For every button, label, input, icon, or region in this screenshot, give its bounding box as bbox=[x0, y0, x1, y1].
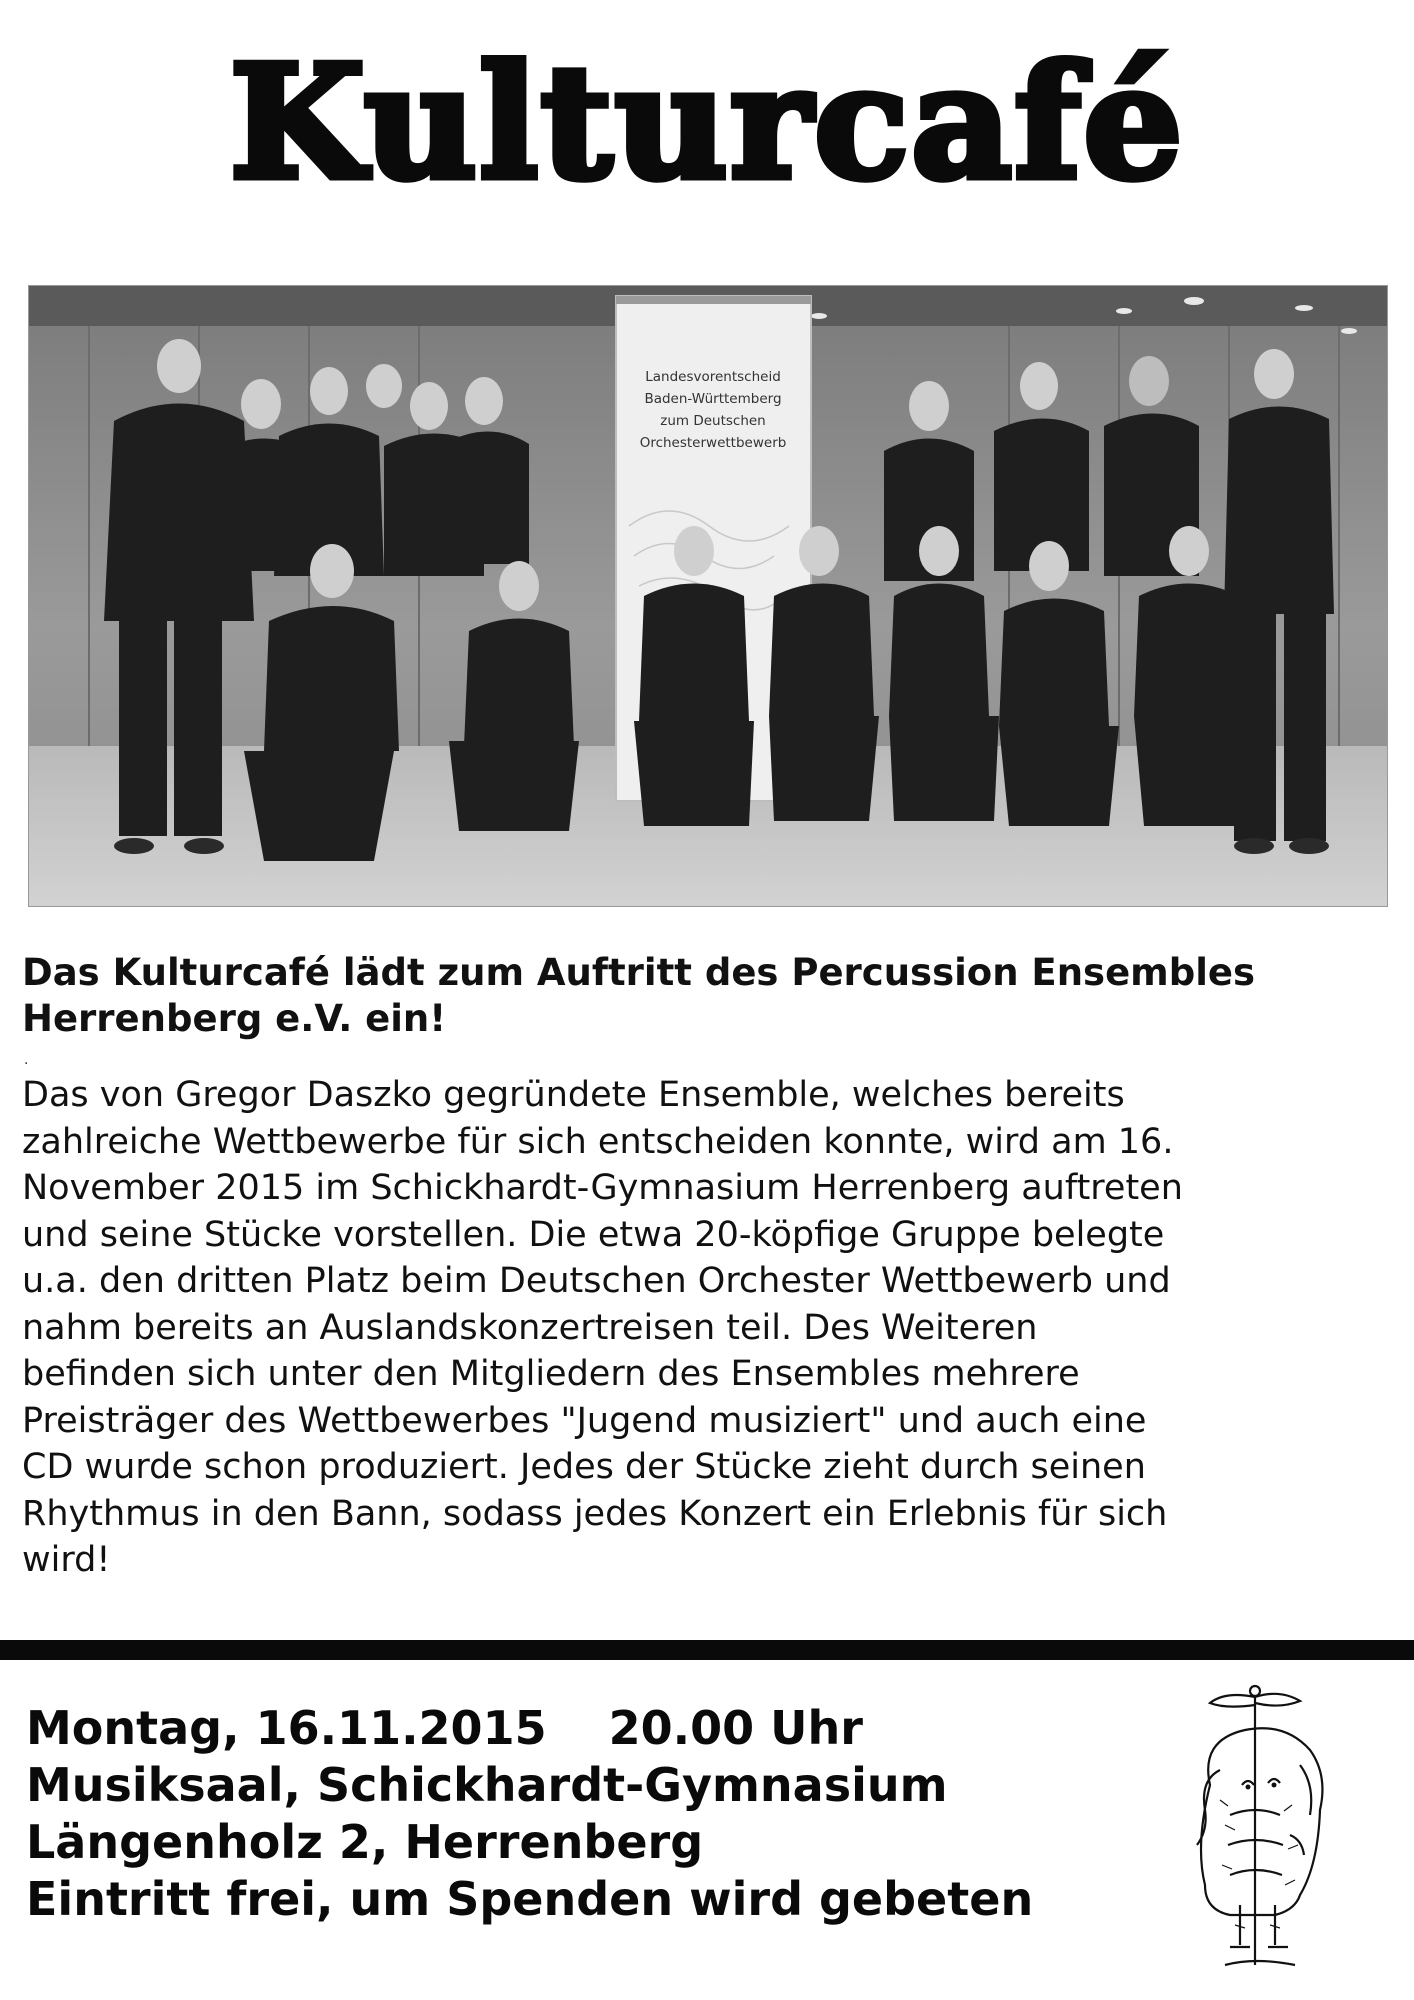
body-line: Rhythmus in den Bann, sodass jedes Konzert ein Erlebnis für sich bbox=[22, 1493, 1168, 1534]
event-date: Montag, 16.11.2015 bbox=[26, 1701, 547, 1755]
article-body bbox=[22, 1072, 1392, 1584]
event-time: 20.00 Uhr bbox=[608, 1701, 863, 1755]
ensemble-photo bbox=[28, 285, 1388, 907]
event-address: Längenholz 2, Herrenberg bbox=[26, 1815, 704, 1869]
body-line: und seine Stücke vorstellen. Die etwa 20-köpfige Gruppe belegte bbox=[22, 1214, 1165, 1255]
body-line: befinden sich unter den Mitgliedern des Ensembles mehrere bbox=[22, 1354, 1080, 1394]
divider-bar bbox=[0, 1640, 1414, 1660]
body-line: CD wurde schon produziert. Jedes der Stücke zieht durch seinen bbox=[22, 1447, 1146, 1487]
headline-line: Das Kulturcafé lädt zum Auftritt des Percussion Ensembles bbox=[22, 951, 1255, 994]
body-line: nahm bereits an Auslandskonzertreisen teil. Des Weiteren bbox=[22, 1307, 1038, 1348]
elephant-emblem-icon bbox=[1180, 1675, 1340, 1975]
event-admission: Eintritt frei, um Spenden wird gebeten bbox=[26, 1872, 1034, 1926]
body-line: Das von Gregor Daszko gegründete Ensemble, welches bereits bbox=[22, 1075, 1125, 1115]
body-line: u.a. den dritten Platz beim Deutschen Orchester Wettbewerb und bbox=[22, 1261, 1171, 1301]
banner-line-2: Baden-Württemberg bbox=[644, 391, 782, 407]
body-line: November 2015 im Schickhardt-Gymnasium Herrenberg auftreten bbox=[22, 1168, 1183, 1208]
body-line: Preisträger des Wettbewerbes "Jugend musiziert" und auch eine bbox=[22, 1400, 1147, 1441]
banner-line-4: Orchesterwettbewerb bbox=[639, 435, 787, 451]
headline-line: Herrenberg e.V. ein! bbox=[22, 997, 447, 1040]
event-venue: Musiksaal, Schickhardt-Gymnasium bbox=[26, 1758, 948, 1812]
poster-title: Kulturcafé bbox=[229, 31, 1185, 214]
body-line: wird! bbox=[22, 1540, 111, 1580]
event-details bbox=[26, 1700, 1146, 1928]
event-date-time-line bbox=[26, 1700, 1146, 1757]
banner-line-3: zum Deutschen bbox=[660, 413, 766, 429]
banner-line-1: Landesvorentscheid bbox=[645, 369, 781, 385]
separator-dot: . bbox=[24, 1052, 29, 1068]
article-headline bbox=[22, 950, 1392, 1042]
body-line: zahlreiche Wettbewerbe für sich entscheiden konnte, wird am 16. bbox=[22, 1121, 1174, 1162]
